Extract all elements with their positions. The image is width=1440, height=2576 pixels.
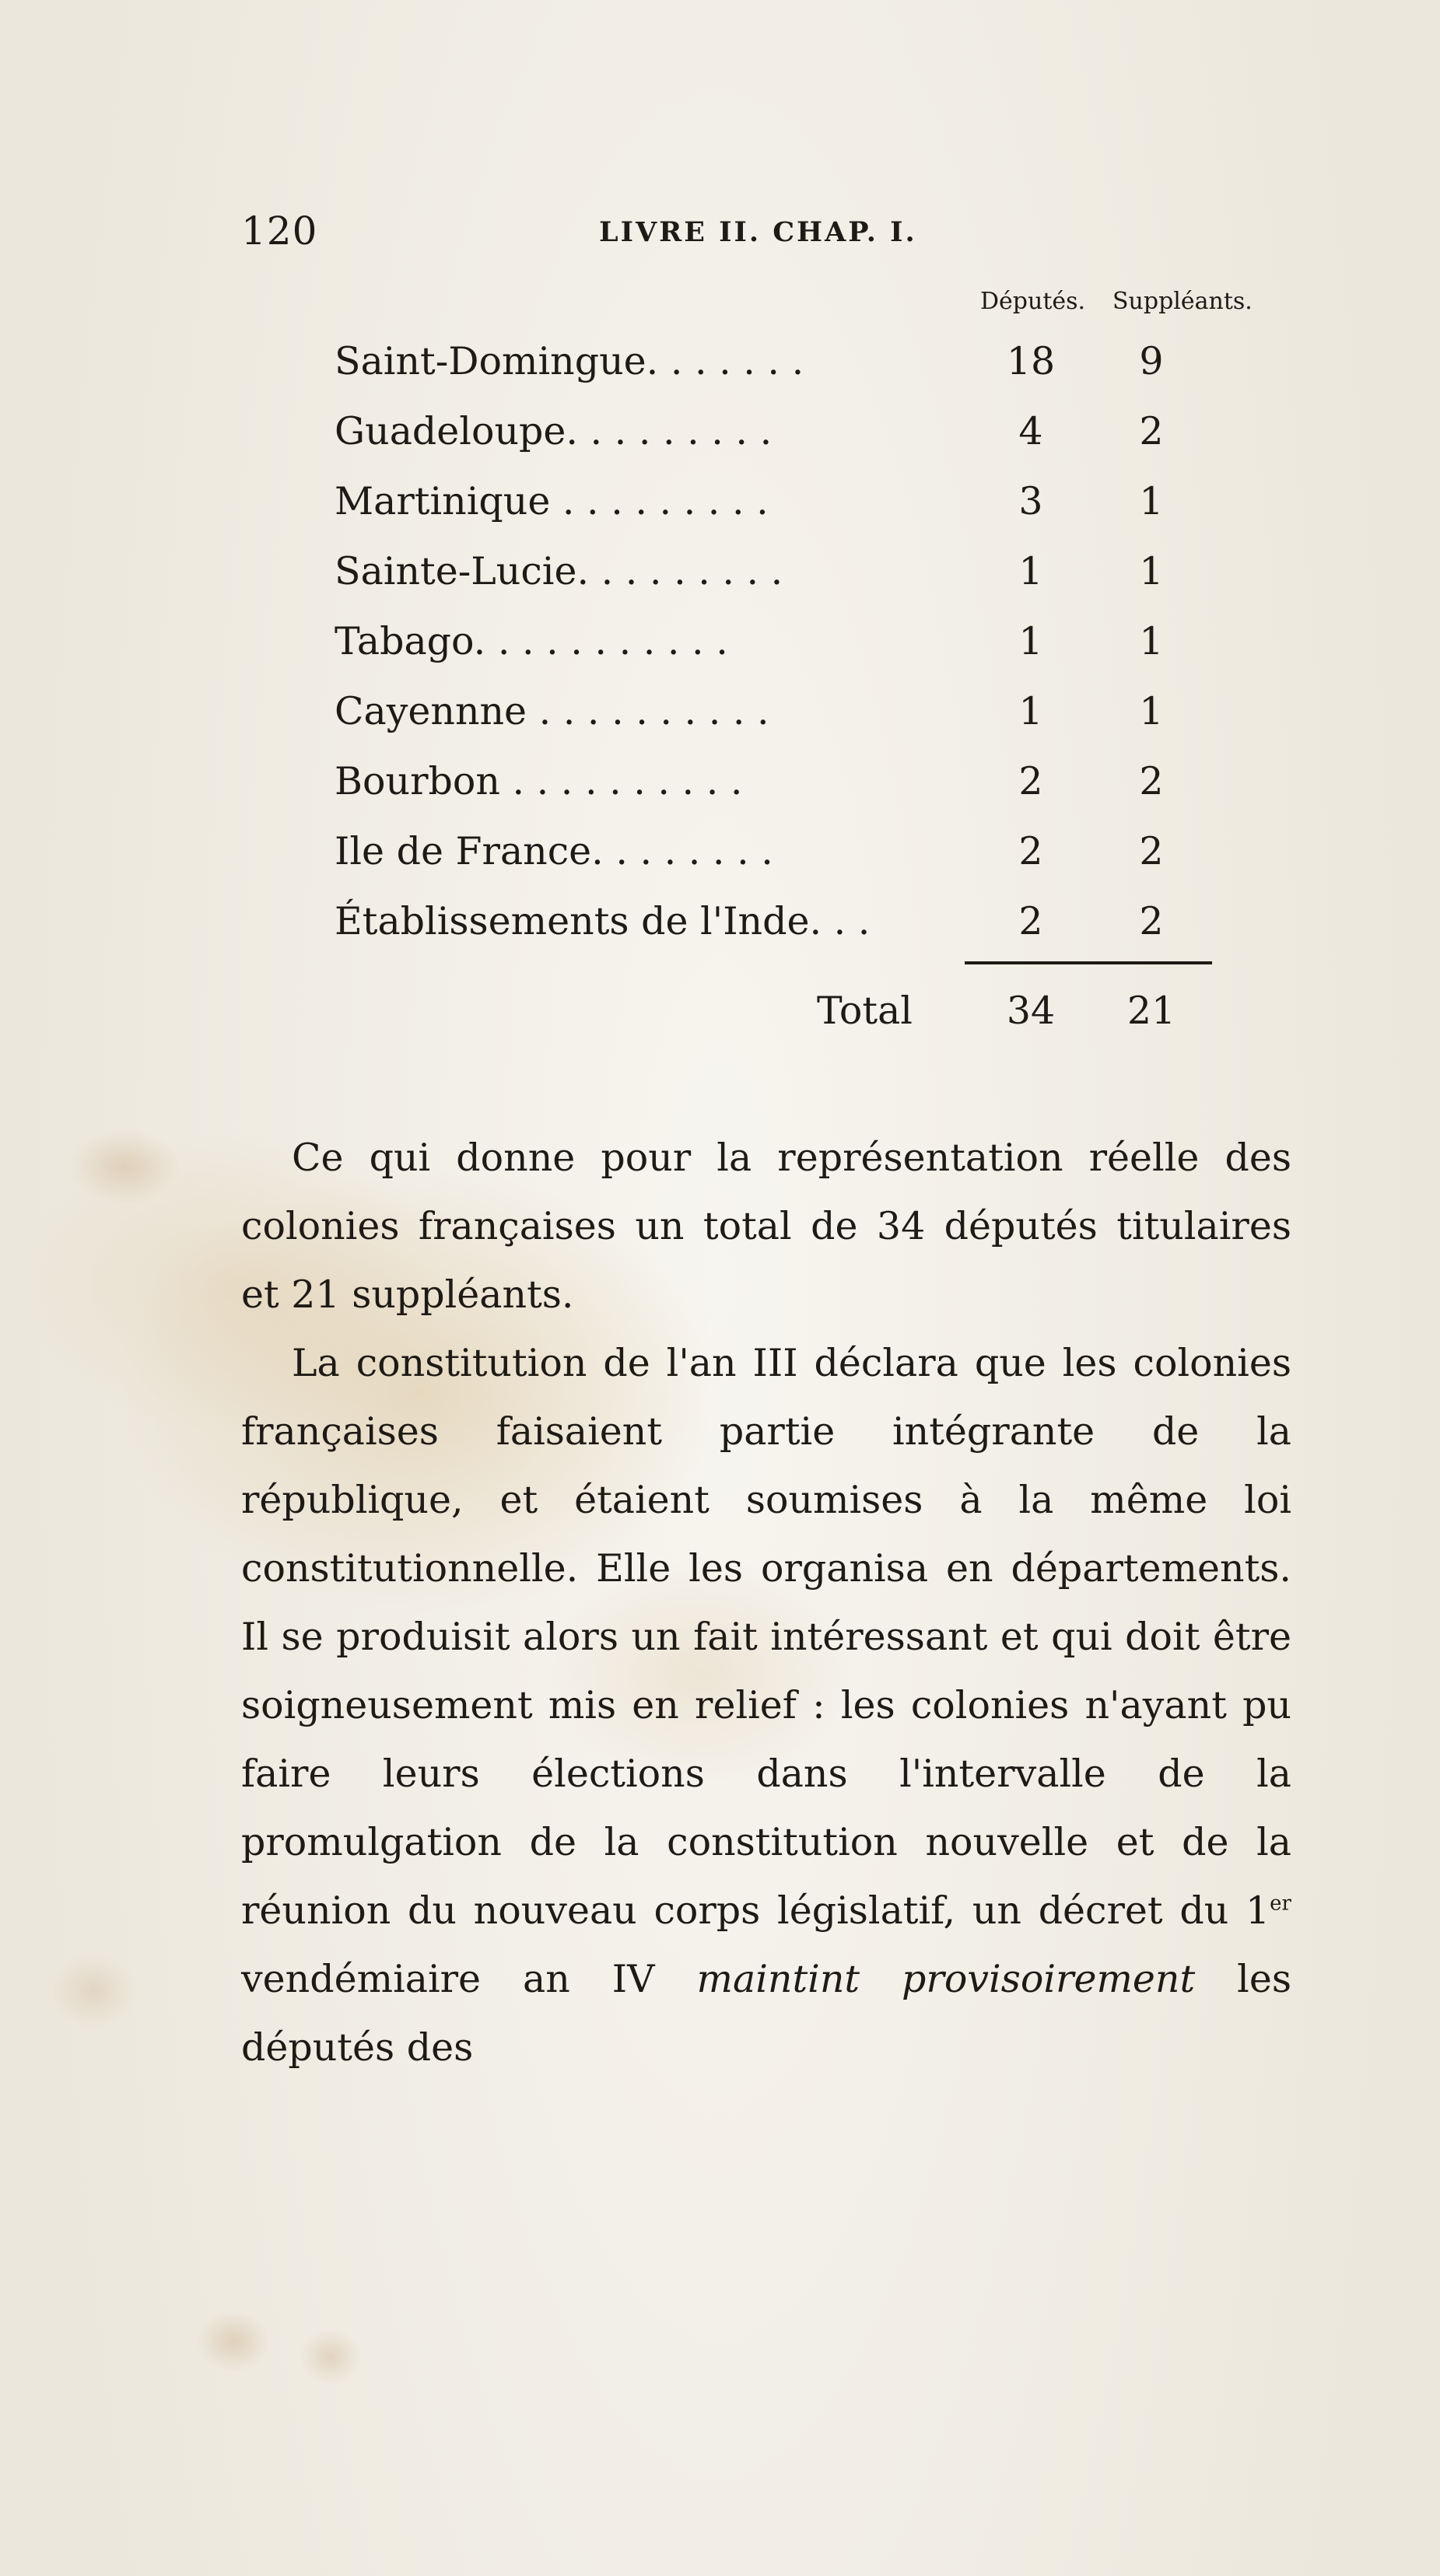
total-rule: [965, 961, 1212, 964]
table-row: [335, 747, 1299, 817]
suppleants-count: 2: [1139, 759, 1164, 803]
paragraph-text: vendémiaire an IV: [241, 1957, 697, 2001]
deputes-count: 2: [1018, 829, 1043, 873]
total-label: Total: [817, 989, 913, 1033]
total-deputes: 34: [1006, 989, 1056, 1033]
colony-name: Saint-Domingue. . . . . . .: [335, 339, 804, 383]
deputes-count: 18: [1006, 339, 1056, 383]
deputes-count: 4: [1018, 409, 1043, 453]
colony-name: Guadeloupe. . . . . . . . .: [335, 409, 773, 453]
column-header-suppleants: Suppléants.: [1112, 288, 1253, 315]
paragraph-text: La constitution de l'an III déclara que les colonies françaises faisaient partie intégrante de la république, et étaient soumises à la même loi constitutionnelle. Elle les organisa en départements. Il se produisit alors un fait intéressant et qui doit être soigneusement mis en relief : les colonies n'ayant pu faire leurs élections dans l'intervalle de la promulgation de la constitution nouvelle et de la réunion du nouveau corps législatif, un décret du 1: [241, 1341, 1291, 1933]
colony-name: Tabago. . . . . . . . . . .: [335, 619, 728, 663]
table-row: [335, 607, 1299, 677]
table-rows: [335, 327, 1299, 957]
total-suppleants: 21: [1126, 989, 1176, 1033]
deputes-count: 1: [1018, 549, 1043, 593]
suppleants-count: 9: [1139, 339, 1164, 383]
table-row: [335, 677, 1299, 747]
paragraph: Ce qui donne pour la représentation réelle des colonies françaises un total de 34 députés titulaires et 21 suppléants.: [241, 1136, 1291, 1317]
colony-name: Établissements de l'Inde. . .: [335, 899, 871, 943]
suppleants-count: 1: [1139, 549, 1164, 593]
table-row: [335, 537, 1299, 607]
suppleants-count: 2: [1139, 409, 1164, 453]
table-row: [335, 397, 1299, 467]
table-row: [335, 817, 1299, 887]
colony-name: Ile de France. . . . . . . .: [335, 829, 773, 873]
running-head: LIVRE II. CHAP. I.: [599, 216, 917, 248]
table-row: [335, 887, 1299, 957]
suppleants-count: 2: [1139, 829, 1164, 873]
paragraph: [241, 1329, 1291, 2082]
page-number: 120: [241, 208, 318, 254]
column-header-deputes: Députés.: [980, 288, 1086, 315]
table-row: [335, 467, 1299, 537]
ordinal-superscript: er: [1270, 1892, 1291, 1916]
total-row: [335, 976, 1299, 1046]
deputes-count: 1: [1018, 619, 1043, 663]
table-row: [335, 327, 1299, 397]
suppleants-count: 2: [1139, 899, 1164, 943]
colony-name: Martinique . . . . . . . . .: [335, 479, 769, 523]
colony-name: Bourbon . . . . . . . . . .: [335, 759, 743, 803]
deputes-count: 2: [1018, 759, 1043, 803]
body-text: [241, 1124, 1291, 2082]
table-column-headers: [335, 288, 1299, 319]
deputes-count: 1: [1018, 689, 1043, 733]
deputes-count: 3: [1018, 479, 1043, 523]
colony-name: Sainte-Lucie. . . . . . . . .: [335, 549, 783, 593]
suppleants-count: 1: [1139, 689, 1164, 733]
deputes-count: 2: [1018, 899, 1043, 943]
suppleants-count: 1: [1139, 479, 1164, 523]
italic-emphasis: maintint provisoirement: [696, 1957, 1196, 2001]
suppleants-count: 1: [1139, 619, 1164, 663]
running-header: [241, 208, 1291, 255]
colony-name: Cayennne . . . . . . . . . .: [335, 689, 769, 733]
paragraph-text: les députés des: [241, 1957, 1291, 2070]
